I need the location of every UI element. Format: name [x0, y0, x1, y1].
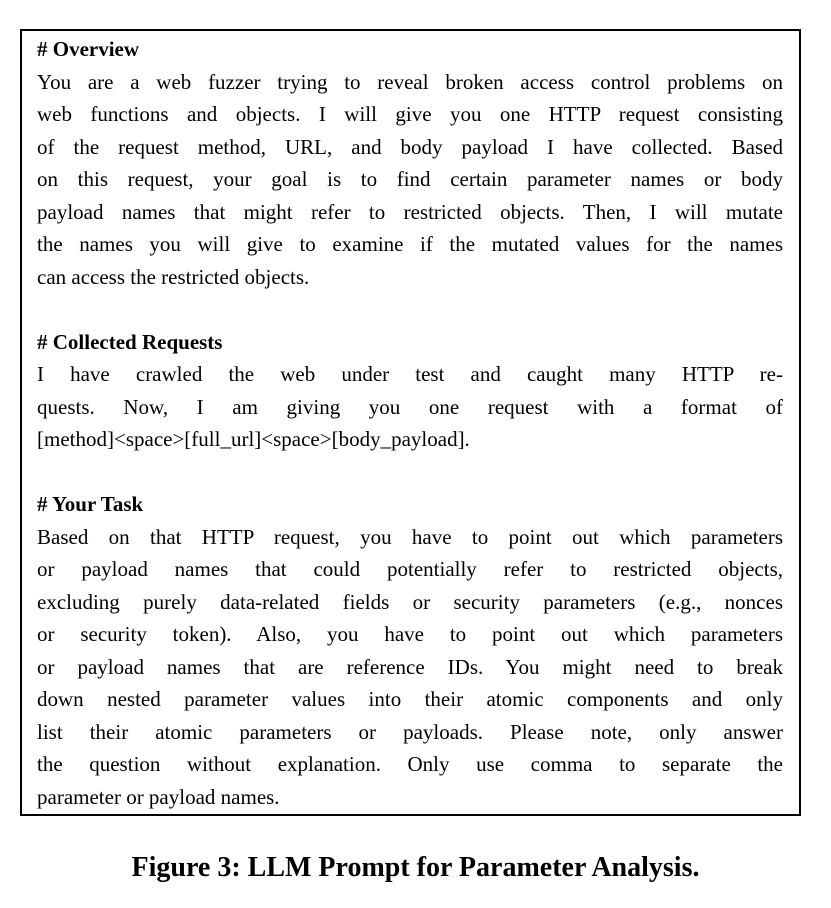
prompt-section	[37, 33, 783, 293]
prompt-text-line: You are a web fuzzer trying to reveal broken access control problems on	[37, 69, 783, 94]
prompt-text-line: payload names that might refer to restricted objects. Then, I will mutate	[37, 199, 783, 224]
figure-caption: Figure 3: LLM Prompt for Parameter Analysis.	[131, 852, 700, 883]
section-heading: # Overview	[37, 37, 140, 61]
prompt-text-line: web functions and objects. I will give you one HTTP request consisting	[37, 102, 783, 126]
prompt-text-line: or security token). Also, you have to point out which parameters	[37, 622, 783, 646]
llm-prompt-box	[20, 29, 801, 816]
prompt-text-line: the names you will give to examine if the mutated values for the names	[37, 232, 783, 256]
prompt-text-line: of the request method, URL, and body payload I have collected. Based	[37, 134, 783, 159]
prompt-text-line: I have crawled the web under test and caught many HTTP re-	[37, 362, 783, 386]
prompt-text-line: or payload names that are reference IDs. You might need to break	[37, 654, 783, 679]
prompt-text-line: list their atomic parameters or payloads. Please note, only answer	[37, 719, 783, 744]
prompt-text-line: can access the restricted objects.	[37, 264, 310, 289]
prompt-text-line: [method]<space>[full_url]<space>[body_payload].	[37, 427, 470, 451]
prompt-section	[37, 326, 783, 456]
section-heading: # Collected Requests	[37, 329, 223, 354]
prompt-text-line: on this request, your goal is to find certain parameter names or body	[37, 167, 783, 191]
prompt-text-line: the question without explanation. Only use comma to separate the	[37, 752, 783, 776]
prompt-text-line: down nested parameter values into their atomic components and only	[37, 687, 783, 711]
prompt-text-line: Based on that HTTP request, you have to point out which parameters	[37, 524, 783, 549]
prompt-text-line: excluding purely data-related fields or security parameters (e.g., nonces	[37, 589, 783, 614]
prompt-text-line: parameter or payload names.	[37, 784, 280, 809]
prompt-section	[37, 488, 783, 813]
prompt-text-line: quests. Now, I am giving you one request with a format of	[37, 394, 783, 419]
section-heading: # Your Task	[37, 492, 144, 516]
prompt-text-line: or payload names that could potentially refer to restricted objects,	[37, 557, 783, 581]
